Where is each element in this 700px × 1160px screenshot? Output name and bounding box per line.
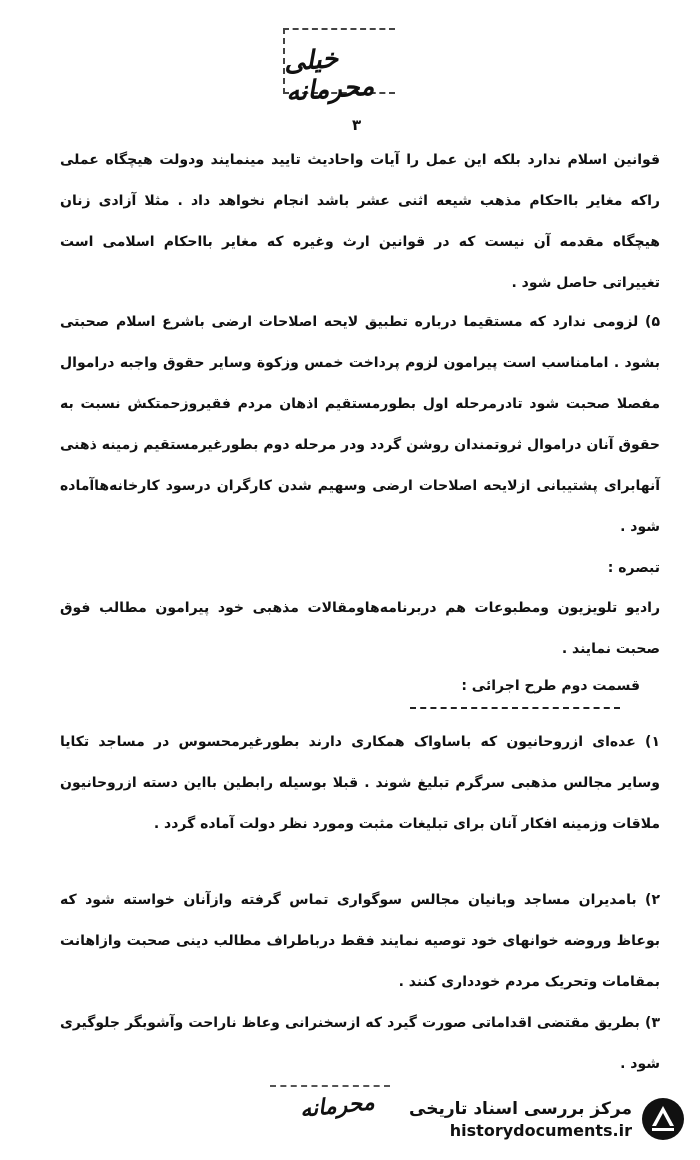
archive-watermark (386, 1088, 686, 1150)
paragraph-point-5: ۵) لزومی ندارد که مستقیما درباره تطبیق لایحه اصلاحات ارضی باشرع اسلام صحبتی بشود . امامناسب است پیرامون لزوم پرداخت خمس وزکوة وسایر حقوق واجبه دراموال مفصلا صحبت شود تادرمرحله اول بطورمستقیم اذهان مردم فقیروزحمتکش نسبت به حقوق آنان دراموال ثروتمندان روشن گردد ودر مرحله دوم بطورغیرمستقیم زمینه ذهنی آنهابرای پشتیبانی ازلایحه اصلاحات ارضی وسهیم شدن کارگران درسود کارخانه‌هاآماده شود . (60, 314, 660, 535)
paragraph-note: رادیو تلویزیون ومطبوعات هم دربرنامه‌هاومقالات مذهبی خود پیرامون مطالب فوق صحبت نمایند . (60, 600, 660, 657)
item-1: ۱) عده‌ای ازروحانیون که باساواک همکاری دارند بطورغیرمحسوس در مساجد تکایا وسایر مجالس مذهبی سرگرم تبلیغ شوند . قبلا بوسیله رابطین بااین دسته ازروحانیون ملاقات وزمینه افکار آنان برای تبلیغات مثبت ومورد نظر دولت آماده گردد . (60, 734, 660, 832)
archive-logo-icon (640, 1096, 686, 1142)
classification-stamp-text: خیلی محرمانه (283, 43, 376, 108)
item-2: ۲) بامدیران مساجد وبانیان مجالس سوگواری تماس گرفته وازآنان خواسته شود که بوعاظ وروضه خوانهای خود توصیه نمایند فقط درباطراف مطالب دینی صحبت وازاهانت بمقامات وتحریک مردم خودداری کنند . (60, 892, 660, 990)
page-number: ۳ (352, 116, 362, 134)
footer-stamp (270, 1085, 390, 1135)
watermark-url: historydocuments.ir (449, 1120, 632, 1140)
classification-stamp (283, 28, 395, 108)
note-label: تبصره : (607, 560, 660, 576)
footer-stamp-text: محرمانه (298, 1089, 376, 1123)
paragraph-intro: قوانین اسلام ندارد بلکه این عمل را آیات واحادیث تایید مینمایند ودولت هیچگاه عملی راکه مغایر بااحکام مذهب شیعه اثنی عشر باشد انجام نخواهد داد . مثلا آزادی زنان هیچگاه مقدمه آن نیست که در قوانین ارث وغیره که مغایر بااحکام اسلامی است تغییراتی حاصل شود . (60, 152, 660, 291)
item-3: ۳) بطریق مقتضی اقداماتی صورت گیرد که ازسخنرانی وعاظ ناراحت وآشوبگر جلوگیری شود . (60, 1015, 660, 1072)
watermark-name: مرکز بررسی اسناد تاریخی (409, 1098, 632, 1119)
section-heading-underline (410, 707, 620, 709)
section-heading: قسمت دوم طرح اجرائی : (461, 678, 640, 694)
